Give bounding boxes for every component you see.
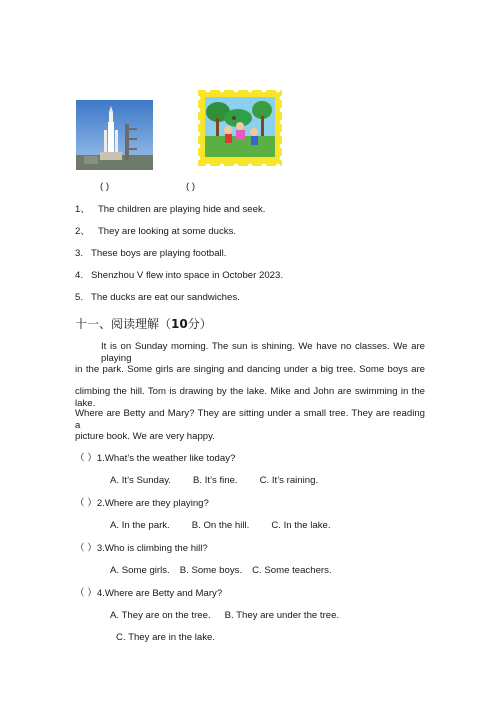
option-b: B. On the hill. bbox=[191, 520, 250, 531]
item-number: 1、 bbox=[75, 204, 90, 215]
answer-bracket[interactable]: （ ） bbox=[75, 453, 97, 464]
option-c: C. In the lake. bbox=[271, 520, 331, 531]
section-heading bbox=[75, 315, 212, 332]
option-a: A. They are on the tree. bbox=[110, 610, 211, 621]
option-b: B. It’s fine. bbox=[192, 475, 238, 486]
passage-line: It is on Sunday morning. The sun is shining. We have no classes. We are playing bbox=[101, 341, 425, 364]
option-a: A. It’s Sunday. bbox=[110, 475, 171, 486]
question-text: 1.What’s the weather like today? bbox=[96, 453, 236, 464]
section-score: 10 bbox=[171, 317, 188, 331]
image-1-answer-bracket[interactable]: ( ) bbox=[100, 181, 110, 192]
item-text: The children are playing hide and seek. bbox=[97, 204, 266, 215]
answer-bracket[interactable]: （ ） bbox=[75, 543, 97, 554]
item-text: These boys are playing football. bbox=[91, 248, 227, 259]
option-c: C. They are in the lake. bbox=[116, 632, 216, 643]
item-number: 2、 bbox=[75, 226, 90, 237]
question-3 bbox=[75, 543, 208, 555]
cartoon-stamp-image bbox=[198, 90, 282, 166]
item-number: 3. bbox=[75, 248, 84, 259]
option-c: C. Some teachers. bbox=[252, 565, 332, 576]
passage-line: picture book. We are very happy. bbox=[75, 431, 215, 442]
option-a: A. Some girls. bbox=[110, 565, 170, 576]
answer-bracket[interactable]: （ ） bbox=[75, 588, 97, 599]
question-2-options bbox=[110, 520, 353, 532]
item-text: They are looking at some ducks. bbox=[97, 226, 237, 237]
list-item bbox=[75, 226, 236, 238]
section-title: 十一、阅读理解（ bbox=[75, 317, 172, 331]
answer-bracket[interactable]: （ ） bbox=[75, 498, 97, 509]
list-item bbox=[75, 204, 265, 216]
passage-line: climbing the hill. Tom is drawing by the lake. Mike and John are swimming in the lake. bbox=[75, 386, 425, 409]
option-a: A. In the park. bbox=[110, 520, 170, 531]
image-2-answer-bracket[interactable]: ( ) bbox=[186, 181, 196, 192]
question-text: 2.Where are they playing? bbox=[96, 498, 209, 509]
item-text: Shenzhou V flew into space in October 2023. bbox=[91, 270, 284, 281]
passage-line: in the park. Some girls are singing and dancing under a big tree. Some boys are bbox=[75, 364, 425, 375]
question-text: 3.Who is climbing the hill? bbox=[96, 543, 208, 554]
item-number: 5. bbox=[75, 292, 84, 303]
item-text: The ducks are eat our sandwiches. bbox=[91, 292, 240, 303]
question-1-options bbox=[110, 475, 340, 487]
list-item bbox=[75, 248, 226, 260]
question-2 bbox=[75, 498, 209, 510]
option-c: C. It’s raining. bbox=[259, 475, 319, 486]
question-text: 4.Where are Betty and Mary? bbox=[96, 588, 223, 599]
question-1 bbox=[75, 453, 235, 465]
option-b: B. They are under the tree. bbox=[224, 610, 340, 621]
rocket-launch-image bbox=[76, 100, 153, 170]
list-item bbox=[75, 292, 240, 304]
section-suffix: 分） bbox=[187, 317, 212, 331]
question-3-options bbox=[110, 565, 354, 577]
passage-line: Where are Betty and Mary? They are sitting under a small tree. They are reading a bbox=[75, 408, 425, 431]
option-b: B. Some boys. bbox=[179, 565, 243, 576]
question-4-options bbox=[110, 610, 361, 622]
list-item bbox=[75, 270, 283, 282]
question-4 bbox=[75, 588, 222, 600]
item-number: 4. bbox=[75, 270, 84, 281]
